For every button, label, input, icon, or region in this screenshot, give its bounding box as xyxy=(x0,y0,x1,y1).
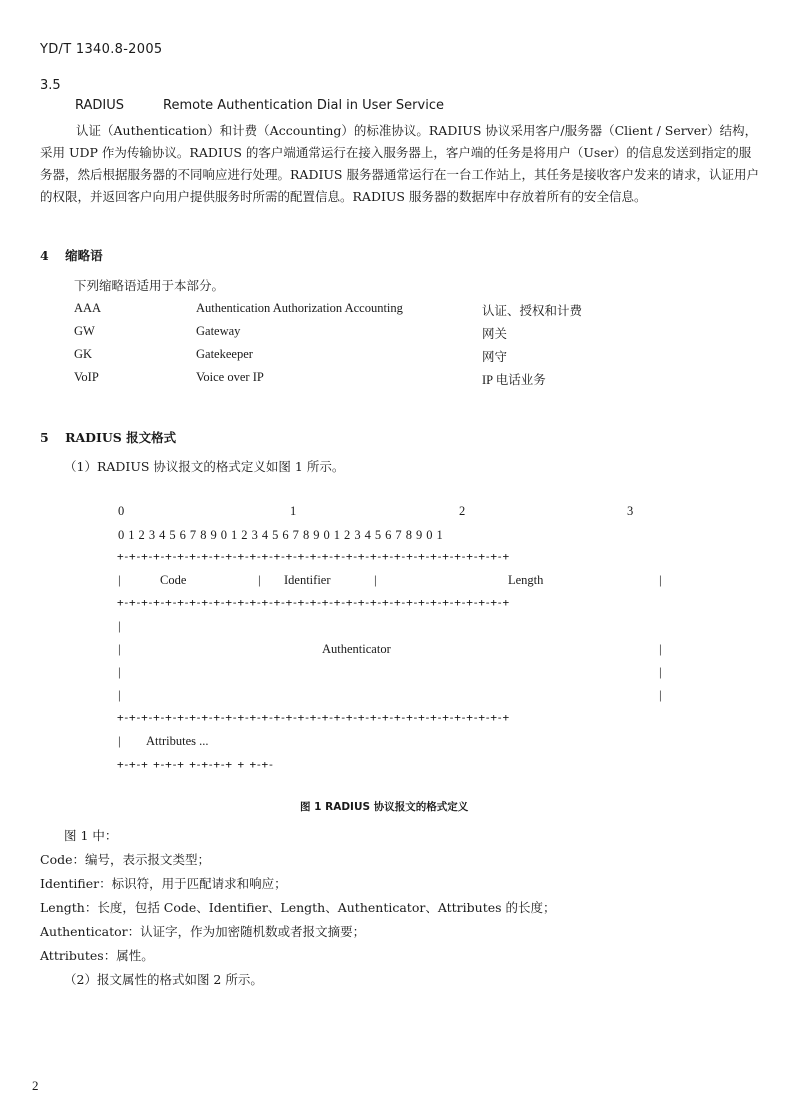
field-identifier: Identifier xyxy=(284,573,331,587)
section-4-title: 缩略语 xyxy=(65,248,103,263)
legend-line: Attributes：属性。 xyxy=(40,948,154,963)
legend-line: Identifier：标识符，用于匹配请求和响应； xyxy=(40,876,287,891)
field-attributes: Attributes ... xyxy=(146,734,209,748)
section-5-title: RADIUS 报文格式 xyxy=(65,430,177,445)
field-authenticator: Authenticator xyxy=(322,642,391,656)
page-number: 2 xyxy=(32,1078,39,1093)
field-separator: | xyxy=(118,641,121,656)
ruler-tens-3: 3 xyxy=(627,504,634,518)
field-separator: | xyxy=(118,618,121,633)
ruler-tens-2: 2 xyxy=(459,504,466,518)
section-4-number: 4 xyxy=(40,248,49,263)
abbr-code: AAA xyxy=(74,301,102,315)
field-separator: | xyxy=(659,572,662,587)
field-code: Code xyxy=(160,573,187,587)
abbr-chinese: 网守 xyxy=(482,350,508,364)
ruler-tens-0: 0 xyxy=(118,504,125,518)
abbr-chinese: 网关 xyxy=(482,327,508,341)
abbr-english: Voice over IP xyxy=(196,370,264,384)
field-separator: | xyxy=(374,572,377,587)
bit-ruler: 0 1 2 3 4 5 6 7 8 9 0 1 2 3 4 5 6 7 8 9 0 1 2 3 4 5 6 7 8 9 0 1 xyxy=(118,528,444,542)
abbr-code: GK xyxy=(74,347,93,361)
diagram-border-bottom: +-+-+-+-+-+-+-+-+-+-+-+-+-+-+-+-+-+-+-+-+-+-+-+-+-+-+-+-+-+-+-+-+ xyxy=(117,711,509,724)
abbr-chinese: 认证、授权和计费 xyxy=(482,304,583,318)
field-separator: | xyxy=(659,687,662,702)
section-3-5-number: 3.5 xyxy=(40,78,61,93)
diagram-border-attributes: +-+-+ +-+-+ +-+-+-+ + +-+- xyxy=(117,758,274,771)
section-5-number: 5 xyxy=(40,430,49,445)
section-3-5-definition: 认证（Authentication）和计费（Accounting）的标准协议。RADIUS 协议采用客户/服务器（Client / Server）结构，采用 UDP 作为传输协议。RADIUS 的客户端通常运行在接入服务器上，客户端的任务是将用户（User）的信息发送到指定的服务器，然后根据服务器的不同响应进行处理。RADIUS 服务器通常运行在一台工作站上，其任务是接收客户发来的请求，认证用户的权限，并返回客户向用户提供服务时所需的配置信息。RADIUS 服务器的数据库中存放着所有的安全信息。 xyxy=(40,123,759,204)
legend-line: Authenticator：认证字，作为加密随机数或者报文摘要； xyxy=(40,924,366,939)
field-length: Length xyxy=(508,573,544,587)
ruler-tens-1: 1 xyxy=(290,504,297,518)
section-4-intro: 下列缩略语适用于本部分。 xyxy=(74,278,225,293)
figure-1-caption: 图 1 RADIUS 协议报文的格式定义 xyxy=(300,801,469,813)
field-separator: | xyxy=(118,733,121,748)
legend-line: Length：长度，包括 Code、Identifier、Length、Authenticator、Attributes 的长度； xyxy=(40,900,556,915)
abbr-code: GW xyxy=(74,324,95,338)
abbr-english: Gatekeeper xyxy=(196,347,253,361)
legend-heading: 图 1 中： xyxy=(64,828,118,843)
field-separator: | xyxy=(118,664,121,679)
field-separator: | xyxy=(258,572,261,587)
abbr-chinese: IP 电话业务 xyxy=(482,373,546,387)
standard-id: YD/T 1340.8-2005 xyxy=(40,42,163,57)
abbr-english: Gateway xyxy=(196,324,241,338)
diagram-border-middle: +-+-+-+-+-+-+-+-+-+-+-+-+-+-+-+-+-+-+-+-+-+-+-+-+-+-+-+-+-+-+-+-+ xyxy=(117,596,509,609)
legend-line: Code：编号，表示报文类型； xyxy=(40,852,210,867)
field-separator: | xyxy=(118,687,121,702)
section-4-heading xyxy=(40,246,103,264)
field-separator: | xyxy=(118,572,121,587)
section-3-5-term: RADIUS xyxy=(75,98,125,113)
field-separator: | xyxy=(659,641,662,656)
section-5-heading xyxy=(40,428,176,446)
diagram-border-top: +-+-+-+-+-+-+-+-+-+-+-+-+-+-+-+-+-+-+-+-+-+-+-+-+-+-+-+-+-+-+-+-+ xyxy=(117,550,509,563)
abbr-english: Authentication Authorization Accounting xyxy=(196,301,403,315)
section-5-item-1: （1）RADIUS 协议报文的格式定义如图 1 所示。 xyxy=(64,459,345,474)
field-separator: | xyxy=(659,664,662,679)
section-3-5-term-expansion: Remote Authentication Dial in User Service xyxy=(163,98,444,113)
section-5-item-2: （2）报文属性的格式如图 2 所示。 xyxy=(64,972,263,987)
abbr-code: VoIP xyxy=(74,370,99,384)
